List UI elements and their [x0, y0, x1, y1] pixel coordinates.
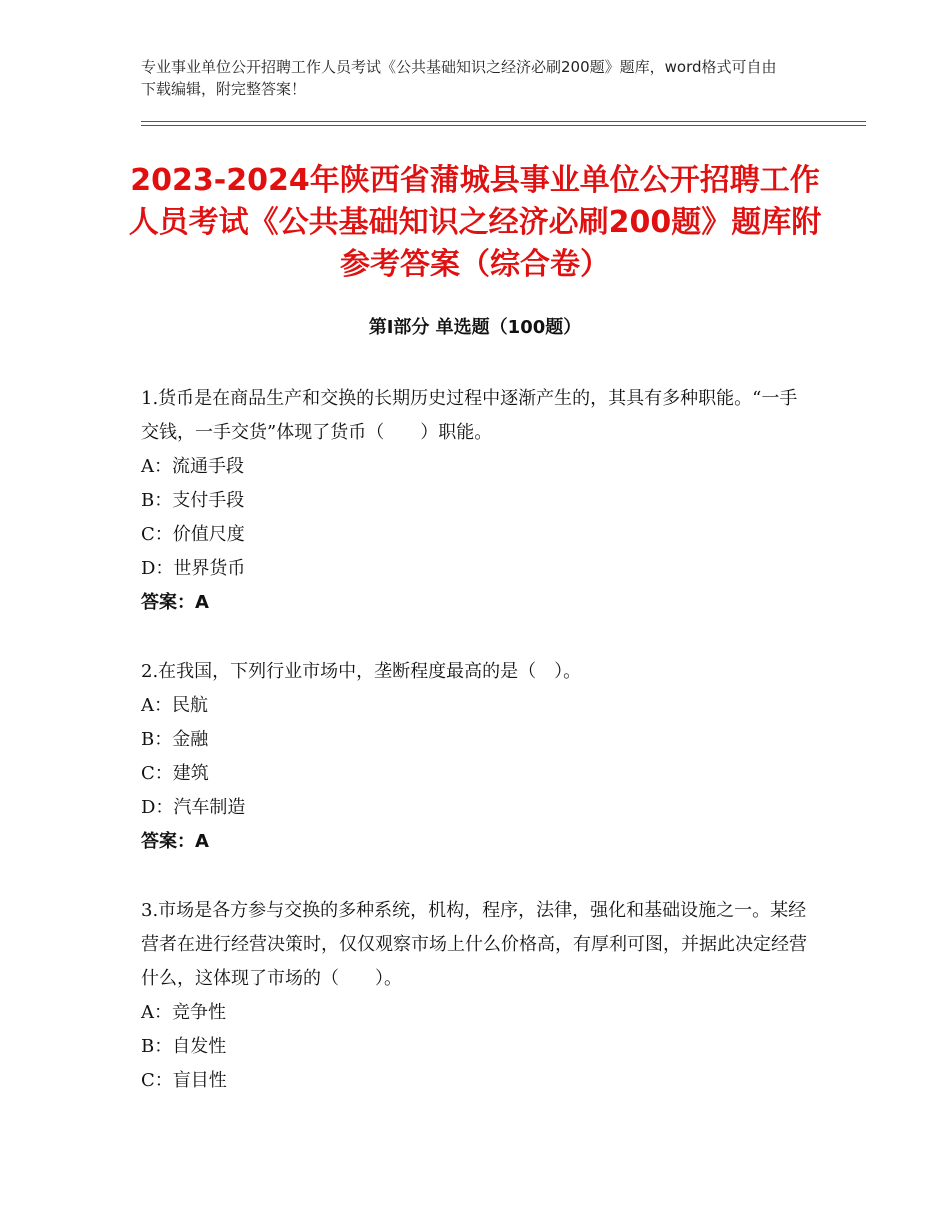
option-a: A：民航 — [141, 695, 208, 716]
answer: 答案：A — [141, 592, 209, 613]
option-a: A：竞争性 — [141, 1002, 226, 1023]
option-b: B：支付手段 — [141, 490, 245, 511]
question-3 — [141, 894, 811, 1098]
answer: 答案：A — [141, 831, 209, 852]
header-divider-bottom — [141, 125, 866, 126]
question-stem: 2.在我国，下列行业市场中，垄断程度最高的是（ ）。 — [141, 661, 582, 682]
question-stem: 3.市场是各方参与交换的多种系统，机构，程序，法律，强化和基础设施之一。某经营者在进行经营决策时，仅仅观察市场上什么价格高，有厚利可图，并据此决定经营什么，这体现了市场的（ ）。 — [141, 900, 807, 989]
section-title: 第Ⅰ部分 单选题（100题） — [368, 317, 582, 338]
option-c: C：建筑 — [141, 763, 209, 784]
option-c: C：价值尺度 — [141, 524, 245, 545]
question-2 — [141, 655, 811, 859]
option-d: D：汽车制造 — [141, 797, 246, 818]
document-title: 2023-2024年陕西省蒲城县事业单位公开招聘工作人员考试《公共基础知识之经济必刷200题》题库附参考答案（综合卷） — [128, 163, 822, 282]
header-divider-top — [141, 121, 866, 122]
option-c: C：盲目性 — [141, 1070, 227, 1091]
header-note: 专业事业单位公开招聘工作人员考试《公共基础知识之经济必刷200题》题库，word格式可自由下载编辑，附完整答案！ — [141, 58, 777, 98]
option-b: B：金融 — [141, 729, 209, 750]
question-stem: 1.货币是在商品生产和交换的长期历史过程中逐渐产生的，其具有多种职能。“一手交钱，一手交货”体现了货币（ ）职能。 — [141, 388, 798, 443]
option-a: A：流通手段 — [141, 456, 244, 477]
option-d: D：世界货币 — [141, 558, 246, 579]
option-b: B：自发性 — [141, 1036, 227, 1057]
question-1 — [141, 382, 811, 620]
